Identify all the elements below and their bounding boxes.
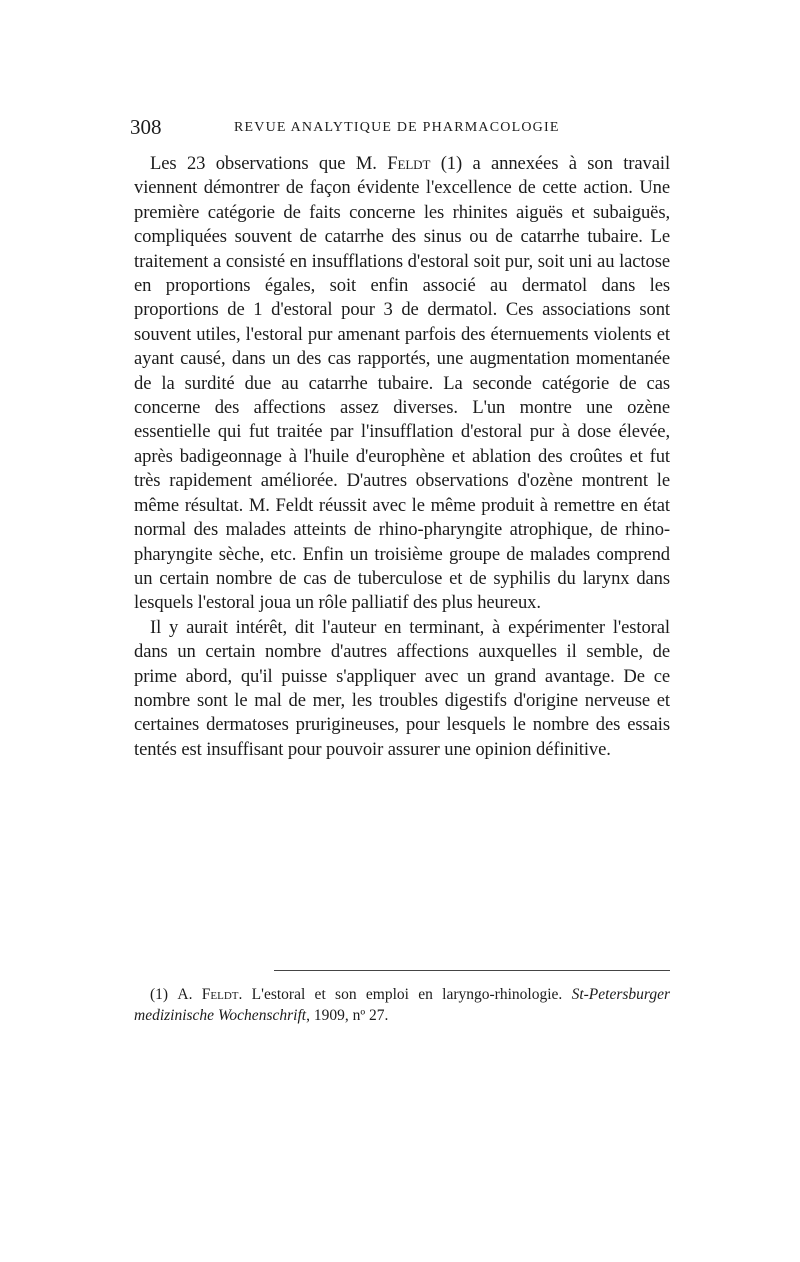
running-title: REVUE ANALYTIQUE DE PHARMACOLOGIE bbox=[234, 120, 560, 135]
footnote-marker: (1) bbox=[150, 986, 178, 1003]
paragraph-observations-text: (1) a annexées à son travail viennent démontrer de façon évidente l'excellence de cette action. Une première catégorie de faits concerne les rhinites aiguës et subaiguës, compliquées souvent de catarrhe des sinus ou de catarrhe tubaire. Le traitement a consisté en insufflations d'estoral soit pur, soit uni au lactose en proportions égales, soit enfin associé au dermatol dans les proportions de 1 d'estoral pour 3 de dermatol. Ces associations sont souvent utiles, l'estoral pur amenant parfois des éternuements violents et ayant causé, dans un des cas rapportés, une augmentation momentanée de la surdité due au catarrhe tubaire. La seconde catégorie de cas concerne des affections assez diverses. L'un montre une ozène essentielle qui fut traitée par l'insufflation d'estoral pur à dose élevée, après badigeonnage à l'huile d'europhène et ablation des croûtes et fut très rapidement améliorée. D'autres observations d'ozène montrent le même résultat. M. Feldt réussit avec le même produit à remettre en état normal des malades atteints de rhino-pharyngite atrophique, de rhino-pharyngite sèche, etc. Enfin un troisième groupe de malades comprend un certain nombre de cas de tuberculose et de syphilis du larynx dans lesquels l'estoral joua un rôle palliatif des plus heureux. bbox=[134, 153, 671, 614]
paragraph-observations bbox=[134, 152, 670, 616]
footnote-author: A. Feldt bbox=[177, 986, 239, 1003]
author-name: Feldt bbox=[387, 153, 431, 174]
paragraph-observations-lead: Les 23 observations que M. bbox=[150, 153, 388, 174]
running-header bbox=[130, 114, 670, 144]
footnote-journal: St-Petersburger medizinische Wochenschrift bbox=[134, 986, 671, 1024]
footnote bbox=[134, 984, 670, 1026]
paragraph-conclusion: Il y aurait intérêt, dit l'auteur en terminant, à expérimenter l'estoral dans un certain nombre d'autres affections auxquelles il semble, de prime abord, qu'il puisse s'appliquer avec un grand avantage. De ce nombre sont le mal de mer, les troubles digestifs d'origine nerveuse et certaines dermatoses prurigineuses, pour lesquels le nombre des essais tentés est insuffisant pour pouvoir assurer une opinion définitive. bbox=[134, 616, 670, 760]
footnote-title: . L'estoral et son emploi en laryngo-rhinologie. bbox=[238, 986, 572, 1003]
footnote-citation: , 1909, nº 27. bbox=[306, 1007, 389, 1024]
article-body bbox=[134, 152, 670, 762]
footnote-divider bbox=[274, 970, 670, 971]
page-number: 308 bbox=[130, 115, 162, 139]
